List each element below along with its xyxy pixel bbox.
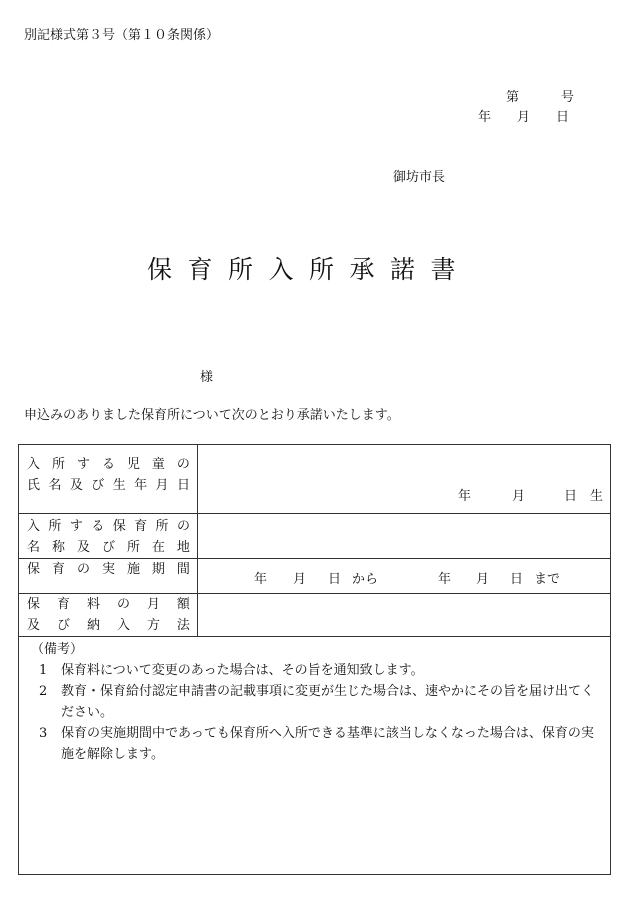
label-char: 育 bbox=[56, 597, 70, 612]
label-char: 入 bbox=[27, 519, 41, 534]
label-char: の bbox=[116, 597, 130, 612]
issuer: 御坊市長 bbox=[393, 170, 446, 185]
table-row bbox=[19, 637, 611, 875]
doc-number-go: 号 bbox=[561, 90, 575, 105]
label-char: 児 bbox=[126, 457, 140, 472]
label-char: 保 bbox=[27, 597, 41, 612]
row-label-fee bbox=[19, 594, 198, 637]
label-char: る bbox=[101, 457, 115, 472]
label-char: 額 bbox=[176, 597, 190, 612]
label-char: 氏 bbox=[27, 478, 41, 493]
facility-cell[interactable] bbox=[198, 514, 611, 559]
label-char: 期 bbox=[151, 562, 165, 577]
note-item: 3 保育の実施期間中であっても保育所へ入所できる基準に該当しなくなった場合は、保育の実施を解除します。 bbox=[39, 726, 594, 762]
notes-heading: （備考） bbox=[31, 642, 84, 657]
label-char: 所 bbox=[51, 457, 65, 472]
label-char: 月 bbox=[146, 597, 160, 612]
dob-day-born: 日 生 bbox=[564, 489, 604, 504]
label-char: 称 bbox=[51, 540, 65, 555]
doc-date-day: 日 bbox=[556, 110, 570, 125]
label-char: 及 bbox=[69, 478, 83, 493]
label-char: の bbox=[76, 562, 90, 577]
period-start-month: 月 bbox=[293, 572, 307, 587]
label-char: 年 bbox=[134, 478, 148, 493]
doc-number-dai: 第 bbox=[506, 90, 520, 105]
intro-text: 申込みのありました保育所について次のとおり承諾いたします。 bbox=[24, 408, 400, 423]
label-char: 月 bbox=[155, 478, 169, 493]
period-end-year: 年 bbox=[438, 572, 452, 587]
period-cell[interactable] bbox=[198, 559, 611, 594]
label-char: 施 bbox=[126, 562, 140, 577]
label-line bbox=[27, 537, 190, 558]
label-char: 地 bbox=[176, 540, 190, 555]
label-char: 納 bbox=[86, 618, 100, 633]
label-char: の bbox=[176, 519, 190, 534]
label-char: び bbox=[101, 540, 115, 555]
table-row bbox=[19, 445, 611, 514]
document-number bbox=[506, 86, 574, 105]
label-char: 在 bbox=[151, 540, 165, 555]
dob-year: 年 bbox=[458, 489, 472, 504]
period-from: から bbox=[352, 572, 379, 587]
label-char: 入 bbox=[116, 618, 130, 633]
document-date bbox=[478, 106, 569, 125]
label-line bbox=[27, 559, 190, 580]
label-char: 及 bbox=[76, 540, 90, 555]
doc-date-month: 月 bbox=[517, 110, 531, 125]
label-line bbox=[27, 594, 190, 615]
period-end-day: 日 bbox=[510, 572, 524, 587]
label-char: 童 bbox=[151, 457, 165, 472]
label-char: 名 bbox=[27, 540, 41, 555]
label-char: 所 bbox=[155, 519, 169, 534]
label-char: び bbox=[91, 478, 105, 493]
label-char: 育 bbox=[51, 562, 65, 577]
dob-month: 月 bbox=[512, 489, 526, 504]
note-item: 1 保育料について変更のあった場合は、その旨を通知致します。 bbox=[39, 663, 424, 678]
label-char: 及 bbox=[27, 618, 41, 633]
table-row bbox=[19, 559, 611, 594]
doc-date-year: 年 bbox=[478, 110, 492, 125]
label-char: 名 bbox=[48, 478, 62, 493]
period-start-day: 日 bbox=[328, 572, 342, 587]
period-end-month: 月 bbox=[476, 572, 490, 587]
label-line bbox=[27, 475, 190, 496]
label-char: 日 bbox=[176, 478, 190, 493]
period-start-year: 年 bbox=[254, 572, 268, 587]
form-id: 別記様式第３号（第１０条関係） bbox=[24, 28, 220, 43]
addressee-suffix: 様 bbox=[200, 370, 214, 385]
label-char: 所 bbox=[126, 540, 140, 555]
page-title: 保育所入所承諾書 bbox=[147, 255, 472, 284]
child-name-dob-cell[interactable] bbox=[198, 445, 611, 514]
label-line bbox=[27, 454, 190, 475]
label-char: 保 bbox=[112, 519, 126, 534]
label-char: 育 bbox=[134, 519, 148, 534]
label-char: 所 bbox=[48, 519, 62, 534]
label-char: び bbox=[56, 618, 70, 633]
label-char: す bbox=[69, 519, 83, 534]
label-char: る bbox=[91, 519, 105, 534]
label-char: す bbox=[76, 457, 90, 472]
table-row bbox=[19, 514, 611, 559]
label-line bbox=[27, 615, 190, 636]
label-char: の bbox=[176, 457, 190, 472]
note-item: 2 教育・保育給付認定申請書の記載事項に変更が生じた場合は、速やかにその旨を届け出てください。 bbox=[39, 684, 595, 720]
label-char: 生 bbox=[112, 478, 126, 493]
label-char: 実 bbox=[101, 562, 115, 577]
row-label-period bbox=[19, 559, 198, 594]
label-char: 保 bbox=[27, 562, 41, 577]
label-char: 入 bbox=[27, 457, 41, 472]
period-until: まで bbox=[534, 572, 561, 587]
label-char: 法 bbox=[176, 618, 190, 633]
approval-form-table bbox=[18, 444, 611, 875]
label-char: 方 bbox=[146, 618, 160, 633]
row-label-facility bbox=[19, 514, 198, 559]
label-char: 間 bbox=[176, 562, 190, 577]
label-line bbox=[27, 516, 190, 537]
label-char: 料 bbox=[86, 597, 100, 612]
row-label-child bbox=[19, 445, 198, 514]
notes-cell bbox=[19, 637, 611, 875]
fee-cell[interactable] bbox=[198, 594, 611, 637]
table-row bbox=[19, 594, 611, 637]
